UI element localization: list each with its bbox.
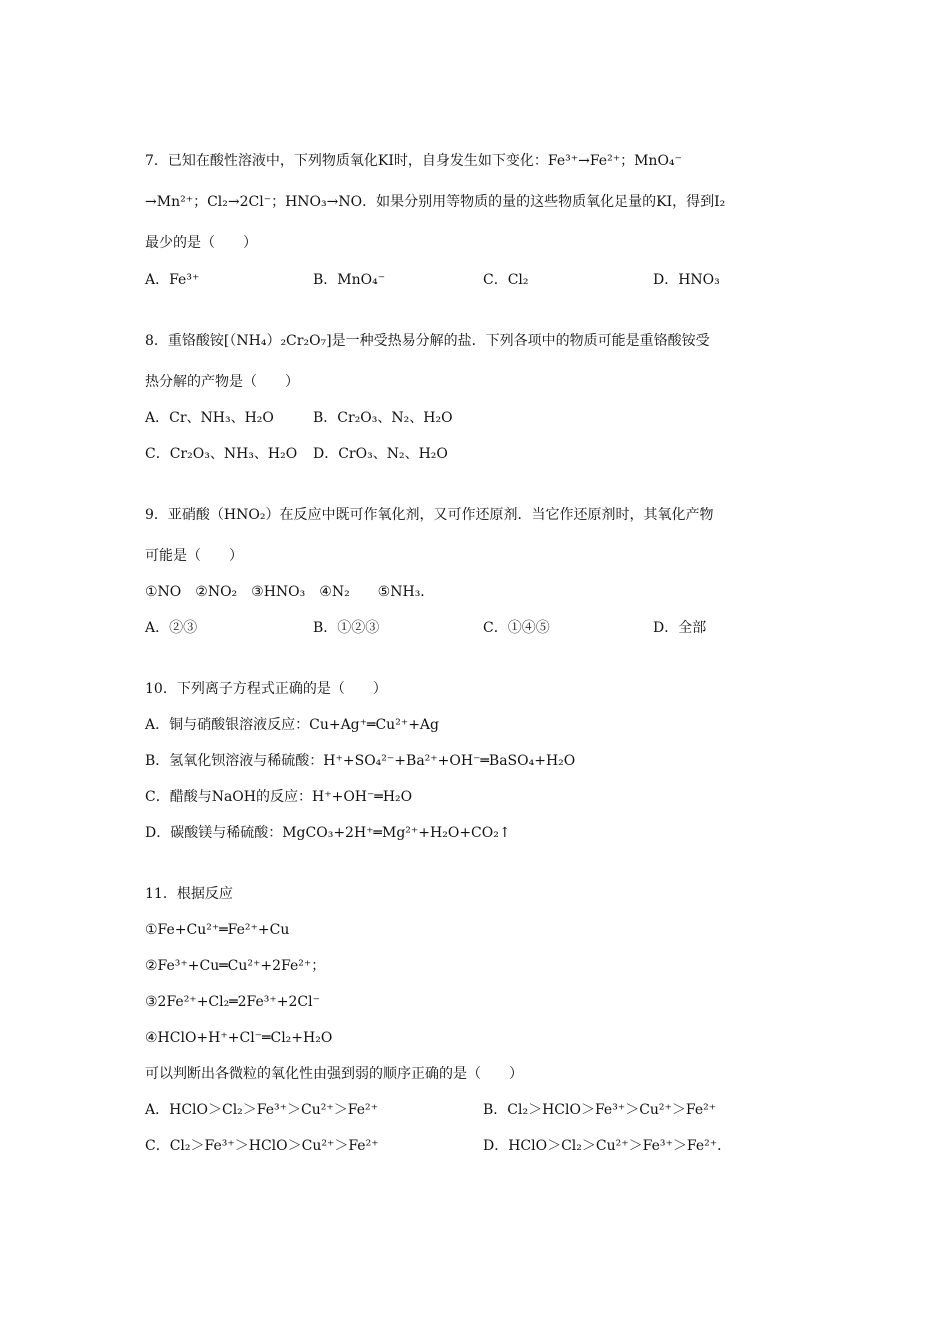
q11-stem: 可以判断出各微粒的氧化性由强到弱的顺序正确的是（ ） (145, 1066, 523, 1082)
q9-option-b: B．①②③ (313, 620, 380, 636)
q7-option-a: A．Fe³⁺ (145, 272, 200, 288)
q11-option-d: D．HClO＞Cl₂＞Cu²⁺＞Fe³⁺＞Fe²⁺． (483, 1138, 732, 1154)
q8-option-c: C．Cr₂O₃、NH₃、H₂O (145, 446, 298, 462)
q10-line1: 10．下列离子方程式正确的是（ ） (145, 681, 387, 697)
q7-option-d: D．HNO₃ (653, 272, 720, 288)
q10-option-b: B．氢氧化钡溶液与稀硫酸：H⁺+SO₄²⁻+Ba²⁺+OH⁻═BaSO₄+H₂O (145, 753, 576, 769)
q9-line1: 9．亚硝酸（HNO₂）在反应中既可作氧化剂，又可作还原剂．当它作还原剂时，其氧化产物 (145, 507, 714, 523)
q7-line3: 最少的是（ ） (145, 235, 257, 251)
q10-option-c: C．醋酸与NaOH的反应：H⁺+OH⁻═H₂O (145, 789, 413, 805)
q11-line1: 11．根据反应 (145, 886, 233, 902)
q11-reaction-1: ①Fe+Cu²⁺═Fe²⁺+Cu (145, 922, 290, 938)
q10-option-a: A．铜与硝酸银溶液反应：Cu+Ag⁺═Cu²⁺+Ag (145, 717, 439, 733)
q9-line2: 可能是（ ） (145, 548, 243, 564)
q8-option-b: B．Cr₂O₃、N₂、H₂O (313, 410, 453, 426)
q7-option-c: C．Cl₂ (483, 272, 529, 288)
q8-option-a: A．Cr、NH₃、H₂O (145, 410, 274, 426)
q7-line1: 7．已知在酸性溶液中，下列物质氧化KI时，自身发生如下变化：Fe³⁺→Fe²⁺；MnO₄⁻ (145, 153, 682, 169)
q8-line1: 8．重铬酸铵[（NH₄）₂Cr₂O₇]是一种受热易分解的盐．下列各项中的物质可能是重铬酸铵受 (145, 333, 710, 349)
q11-reaction-3: ③2Fe²⁺+Cl₂═2Fe³⁺+2Cl⁻ (145, 994, 321, 1010)
q9-option-d: D．全部 (653, 620, 707, 636)
q9-line3: ①NO ②NO₂ ③HNO₃ ④N₂ ⑤NH₃． (145, 584, 435, 600)
q8-option-d: D．CrO₃、N₂、H₂O (313, 446, 448, 462)
q11-option-b: B．Cl₂＞HClO＞Fe³⁺＞Cu²⁺＞Fe²⁺ (483, 1102, 717, 1118)
q9-option-c: C．①④⑤ (483, 620, 550, 636)
q11-reaction-4: ④HClO+H⁺+Cl⁻═Cl₂+H₂O (145, 1030, 333, 1046)
q7-line2: →Mn²⁺；Cl₂→2Cl⁻；HNO₃→NO．如果分别用等物质的量的这些物质氧化足量的KI，得到I₂ (145, 194, 726, 210)
q11-option-c: C．Cl₂＞Fe³⁺＞HClO＞Cu²⁺＞Fe²⁺ (145, 1138, 379, 1154)
q7-option-b: B．MnO₄⁻ (313, 272, 386, 288)
q11-reaction-2: ②Fe³⁺+Cu═Cu²⁺+2Fe²⁺； (145, 958, 326, 974)
q8-line2: 热分解的产物是（ ） (145, 374, 299, 390)
q11-option-a: A．HClO＞Cl₂＞Fe³⁺＞Cu²⁺＞Fe²⁺ (145, 1102, 378, 1118)
q10-option-d: D．碳酸镁与稀硫酸：MgCO₃+2H⁺═Mg²⁺+H₂O+CO₂↑ (145, 825, 511, 841)
q9-option-a: A．②③ (145, 620, 198, 636)
